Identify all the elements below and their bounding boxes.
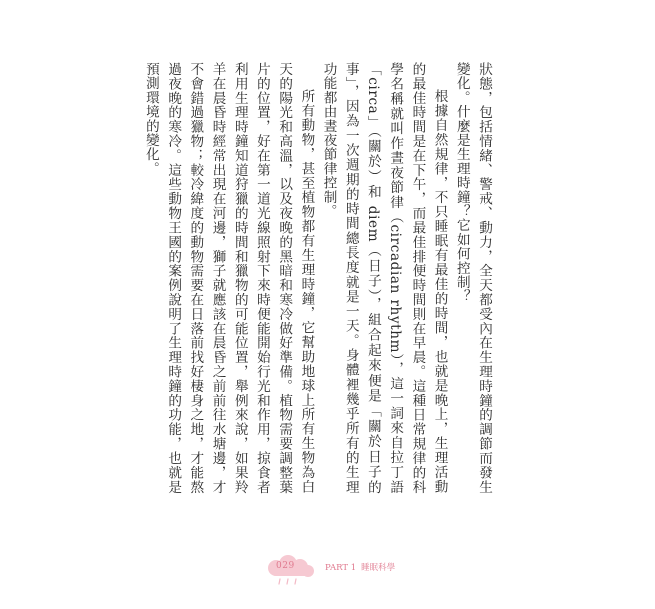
section-title: 睡眠科學 [361,563,396,573]
running-footer [325,561,395,573]
page-number: 029 [276,561,295,571]
paragraph-3: 所有動物，甚至植物都有生理時鐘，它幫助地球上所有生物為白天的陽光和高溫，以及夜晚的黑暗和寒冷做好準備。植物需要調整葉片的位置，好在第一道光線照射下來時便能開始行光和作用，掠食者利用生理時鐘知道狩獵的時間和獵物的可能位置，舉例來說，如果羚羊在晨昏時經常出現在河邊，獅子就應該在晨昏之前前往水塘邊，才不會錯過獵物；較冷緯度的動物需要在日落前找好棲身之地，才能熬過夜晚的寒冷。這些動物王國的案例說明了生理時鐘的功能，也就是預測環境的變化。 [142,62,315,494]
paragraph-2: 根據自然規律，不只睡眠有最佳的時間，也就是晚上，生理活動的最佳時間是在下午，而最佳排便時間則在早晨。這種日常規律的科學名稱就叫作晝夜節律（circadian rhythm），這一詞來自拉丁語「circa」（關於）和 diem（日子），組合起來便是「關於日子的事」，因為一次週期的時間總長度就是一天。身體裡幾乎所有的生理功能都由晝夜節律控制。 [320,62,448,494]
vertical-body-text [142,62,495,494]
part-label: PART 1 [325,563,357,573]
page-footer [262,556,422,586]
paragraph-1: 狀態，包括情緒、警戒、動力，全天都受內在生理時鐘的調節而發生變化。什麼是生理時鐘？它如何控制？ [453,62,492,494]
